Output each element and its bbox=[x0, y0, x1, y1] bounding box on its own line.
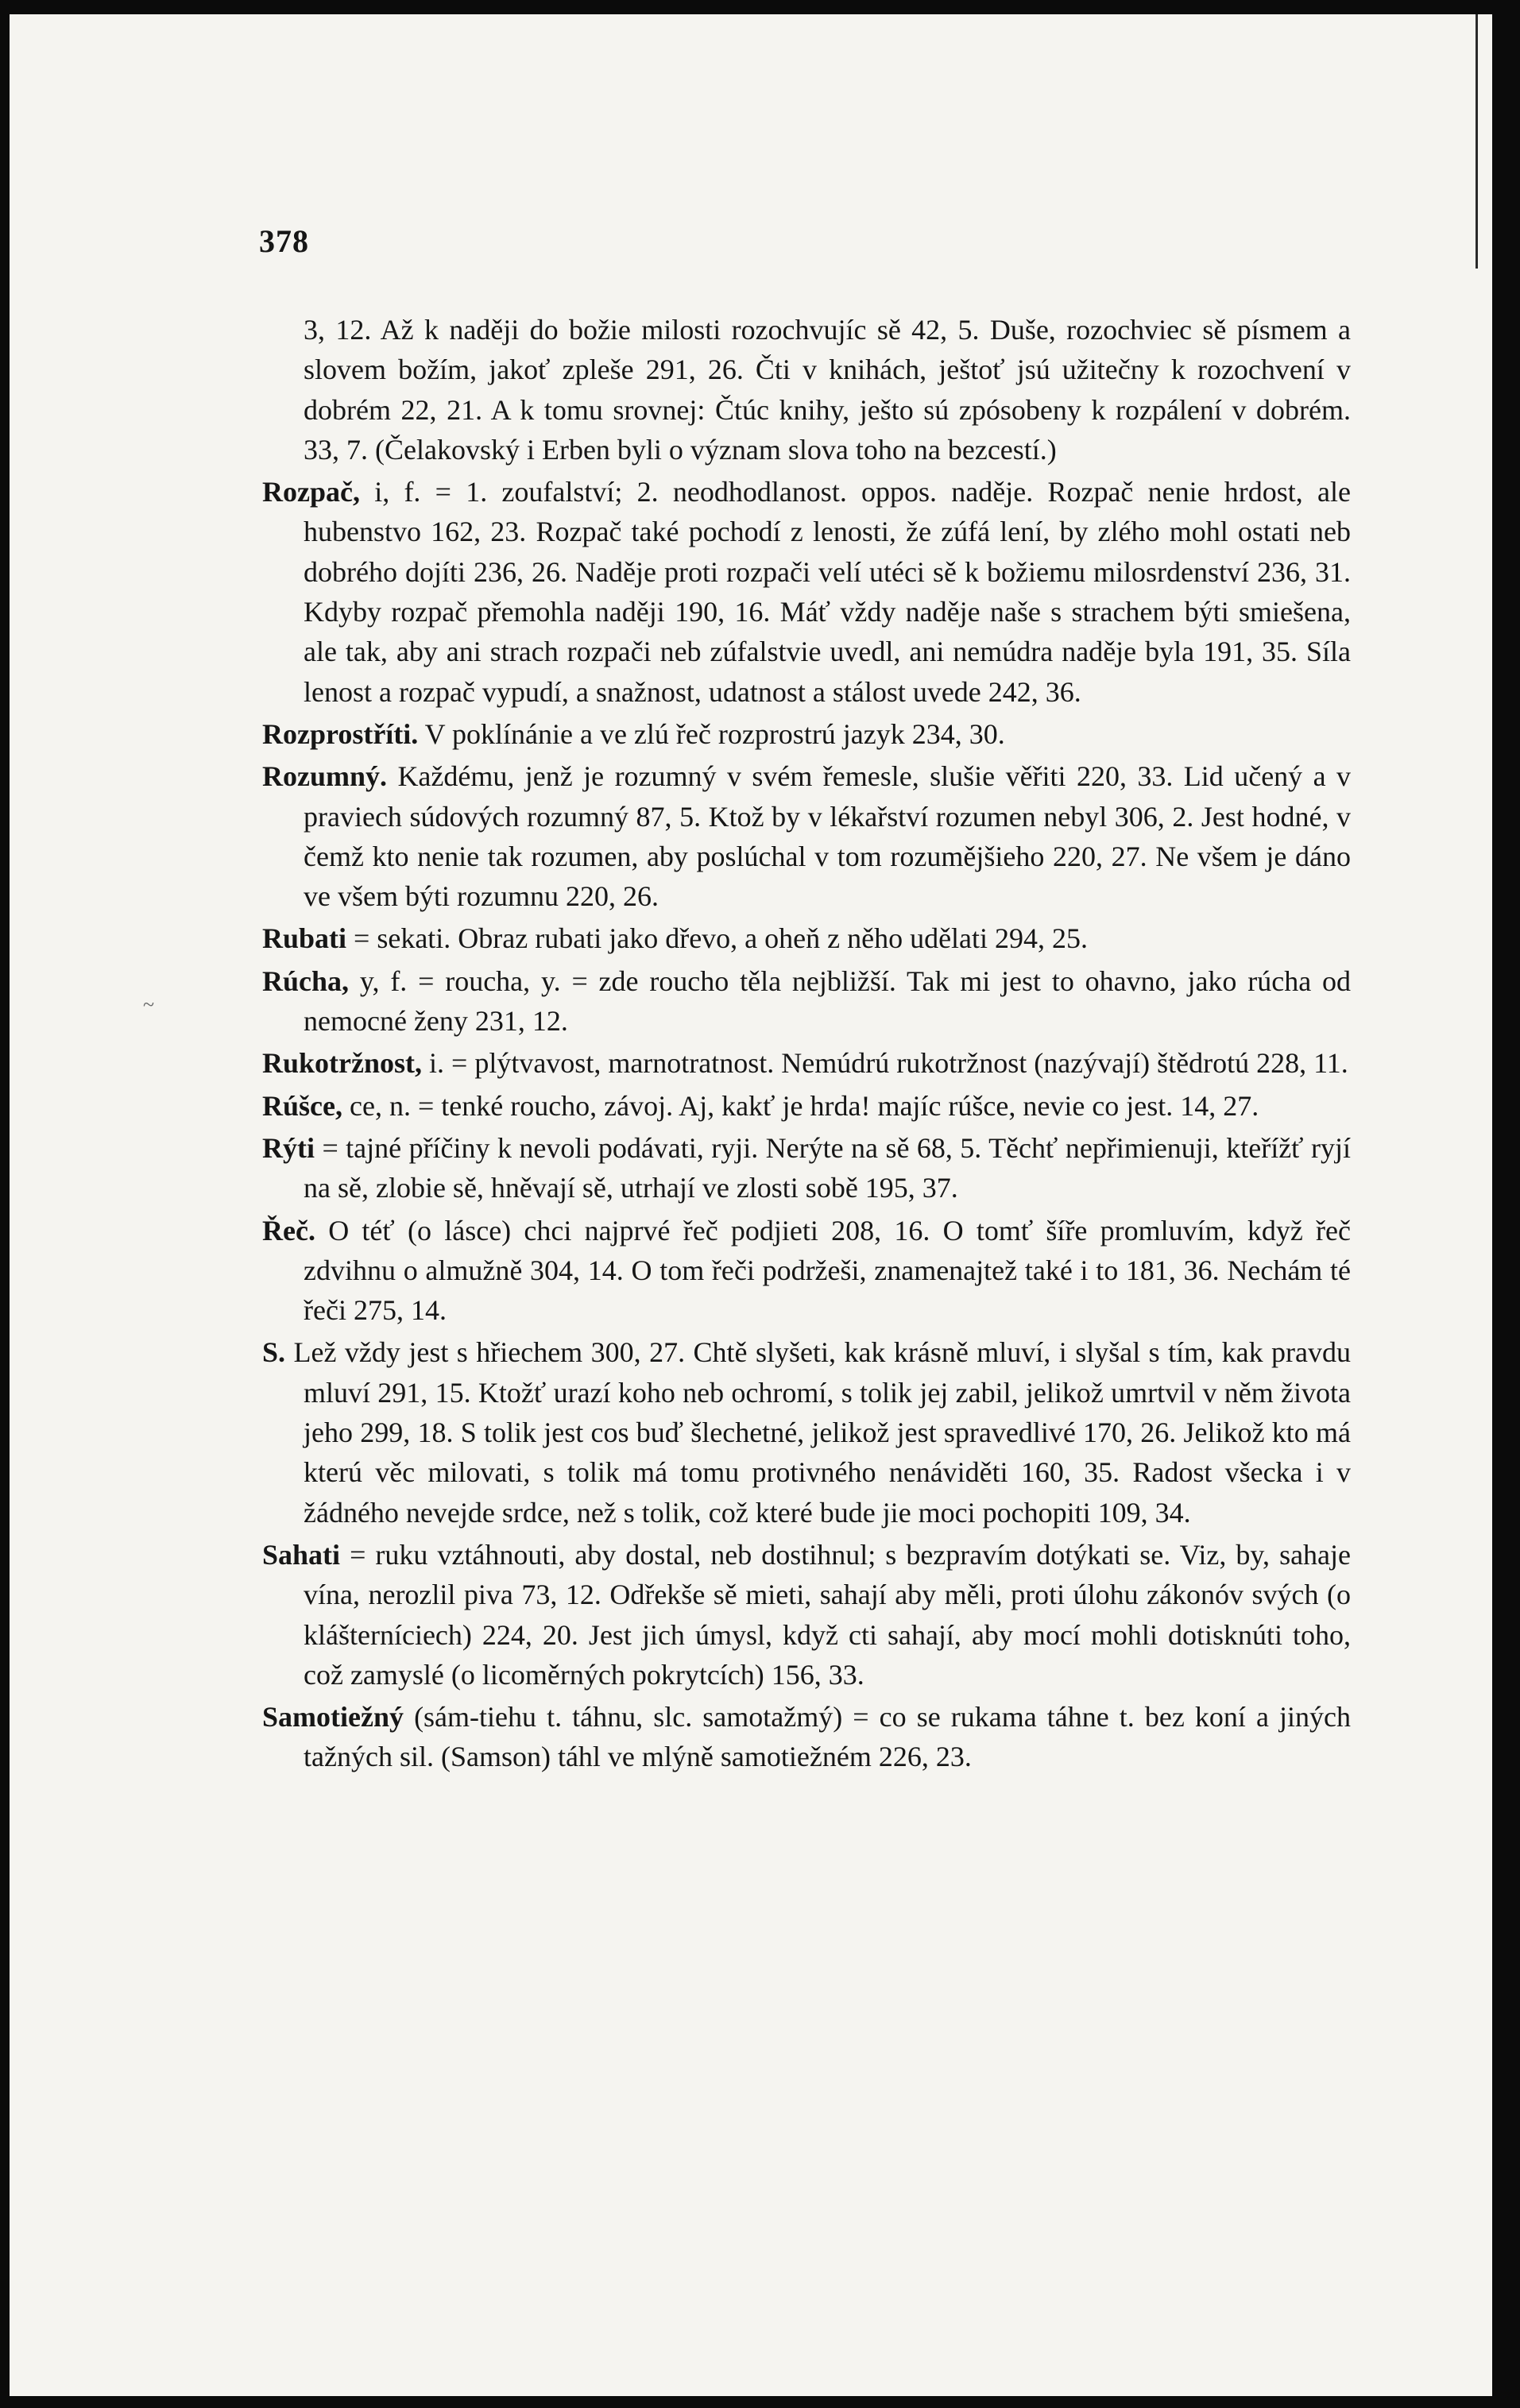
dictionary-text bbox=[262, 310, 1351, 1780]
entry-text: 3, 12. Až k naději do božie milosti rozochvujíc sě 42, 5. Duše, rozochviec sě písmem a slovem božím, jakoť zpleše 291, 26. Čti v knihách, ještoť jsú užitečny k rozochvení v dobrém 22, 21. A k tomu srovnej: Čtúc knihy, ješto sú zpósobeny k rozpálení v dobrém. 33, 7. (Čelakovský i Erben byli o význam slova toho na bezcestí.) bbox=[304, 314, 1351, 466]
entry-text: i, f. = 1. zoufalství; 2. neodhodlanost. oppos. naděje. Rozpač nenie hrdost, ale hubenstvo 162, 23. Rozpač také pochodí z lenosti, že zúfá lení, by zlého mohl ostati neb dobrého dojíti 236, 26. Naděje proti rozpači velí utéci sě k božiemu milosrdenství 236, 31. Kdyby rozpač přemohla naději 190, 16. Máť vždy naděje naše s strachem býti smiešena, ale tak, aby ani strach rozpači neb zúfalstvie uvedl, ani nemúdra naděje byla 191, 35. Síla lenost a rozpač vypudí, a snažnost, udatnost a stálost uvede 242, 36. bbox=[304, 476, 1351, 708]
dictionary-entry bbox=[262, 961, 1351, 1042]
entry-headword: Rozprostříti. bbox=[262, 717, 419, 750]
entry-text: O téť (o lásce) chci najprvé řeč podjieti 208, 16. O tomť šíře promluvím, když řeč zdvihnu o almužně 304, 14. O tom řeči podržeši, znamenajtež také i to 181, 36. Nechám té řeči 275, 14. bbox=[304, 1214, 1352, 1327]
entry-text: = ruku vztáhnouti, aby dostal, neb dostihnul; s bezpravím dotýkati se. Viz, by, sahaje vína, nerozlil piva 73, 12. Odřekše sě mieti, sahají aby měli, proti úlohu zákonóv svých (o klášterníciech) 224, 20. Jest jich úmysl, když cti sahají, aby mocí mohli dotisknúti toho, což zamyslé (o licoměrných pokrytcích) 156, 33. bbox=[304, 1538, 1352, 1691]
entry-headword: Rozpač, bbox=[262, 476, 360, 508]
dictionary-entry bbox=[262, 918, 1351, 958]
dictionary-entry bbox=[262, 310, 1351, 470]
stray-mark: ~ bbox=[143, 993, 155, 1016]
entry-headword: Samotiežný bbox=[262, 1701, 404, 1734]
page-number: 378 bbox=[259, 223, 309, 259]
entry-headword: Rozumný. bbox=[262, 760, 388, 793]
entry-headword: Rýti bbox=[262, 1131, 315, 1164]
entry-text: = tajné příčiny k nevoli podávati, ryji. Nerýte na sě 68, 5. Těchť nepřimienuji, kteřížť ryjí na sě, zlobie sě, hněvají sě, utrhají ve zlosti sobě 195, 37. bbox=[304, 1131, 1351, 1204]
entry-text: V poklínánie a ve zlú řeč rozprostrú jazyk 234, 30. bbox=[424, 717, 1005, 750]
book-page bbox=[10, 14, 1492, 2396]
dictionary-entry bbox=[262, 1535, 1351, 1695]
entry-text: = sekati. Obraz rubati jako dřevo, a oheň z něho udělati 294, 25. bbox=[354, 922, 1089, 955]
dictionary-entry bbox=[262, 1211, 1351, 1331]
entry-headword: Rúšce, bbox=[262, 1089, 342, 1122]
entry-text: Lež vždy jest s hřiechem 300, 27. Chtě slyšeti, kak krásně mluví, i slyšal s tím, kak pravdu mluví 291, 15. Ktožť urazí koho neb ochromí, s tolik jej zabil, jelikož umrtvil v něm života jeho 299, 18. S tolik jest cos buď šlechetné, jelikož jest spravedlivé 170, 26. Jelikož kto má kterú věc milovati, s tolik má tomu protivného nenáviděti 160, 35. Radost všecka i v žádného nevejde srdce, než s tolik, což které bude jie moci pochopiti 109, 34. bbox=[293, 1336, 1352, 1529]
entry-text: i. = plýtvavost, marnotratnost. Nemúdrú rukotržnost (nazývají) štědrotú 228, 11. bbox=[429, 1047, 1348, 1080]
page-edge-line bbox=[1476, 14, 1478, 269]
dictionary-entry bbox=[262, 1043, 1351, 1083]
entry-text: Každému, jenž je rozumný v svém řemesle, slušie věřiti 220, 33. Lid učený a v praviech súdových rozumný 87, 5. Ktož by v lékařství rozumen nebyl 306, 2. Jest hodné, v čemž kto nenie tak rozumen, aby poslúchal v tom rozumějšieho 220, 27. Ne všem je dáno ve všem býti rozumnu 220, 26. bbox=[304, 760, 1351, 913]
entry-text: y, f. = roucha, y. = zde roucho těla nejbližší. Tak mi jest to ohavno, jako rúcha od nemocné ženy 231, 12. bbox=[304, 964, 1351, 1038]
entry-headword: Řeč. bbox=[262, 1214, 315, 1247]
dictionary-entry bbox=[262, 756, 1351, 916]
dictionary-entry bbox=[262, 714, 1351, 754]
dictionary-entry bbox=[262, 1086, 1351, 1126]
entry-text: ce, n. = tenké roucho, závoj. Aj, kakť je hrda! majíc rúšce, nevie co jest. 14, 27. bbox=[350, 1089, 1259, 1122]
entry-headword: Rúcha, bbox=[262, 964, 350, 997]
entry-text: (sám-tiehu t. táhnu, slc. samotažmý) = co se rukama táhne t. bez koní a jiných tažných sil. (Samson) táhl ve mlýně samotiežném 226, 23. bbox=[304, 1701, 1351, 1773]
entry-headword: Rubati bbox=[262, 922, 347, 955]
entry-headword: Rukotržnost, bbox=[262, 1047, 423, 1080]
dictionary-entry bbox=[262, 472, 1351, 712]
entry-headword: Sahati bbox=[262, 1538, 341, 1571]
dictionary-entry bbox=[262, 1332, 1351, 1532]
dictionary-entry bbox=[262, 1128, 1351, 1208]
dictionary-entry bbox=[262, 1697, 1351, 1777]
entry-headword: S. bbox=[262, 1336, 286, 1369]
